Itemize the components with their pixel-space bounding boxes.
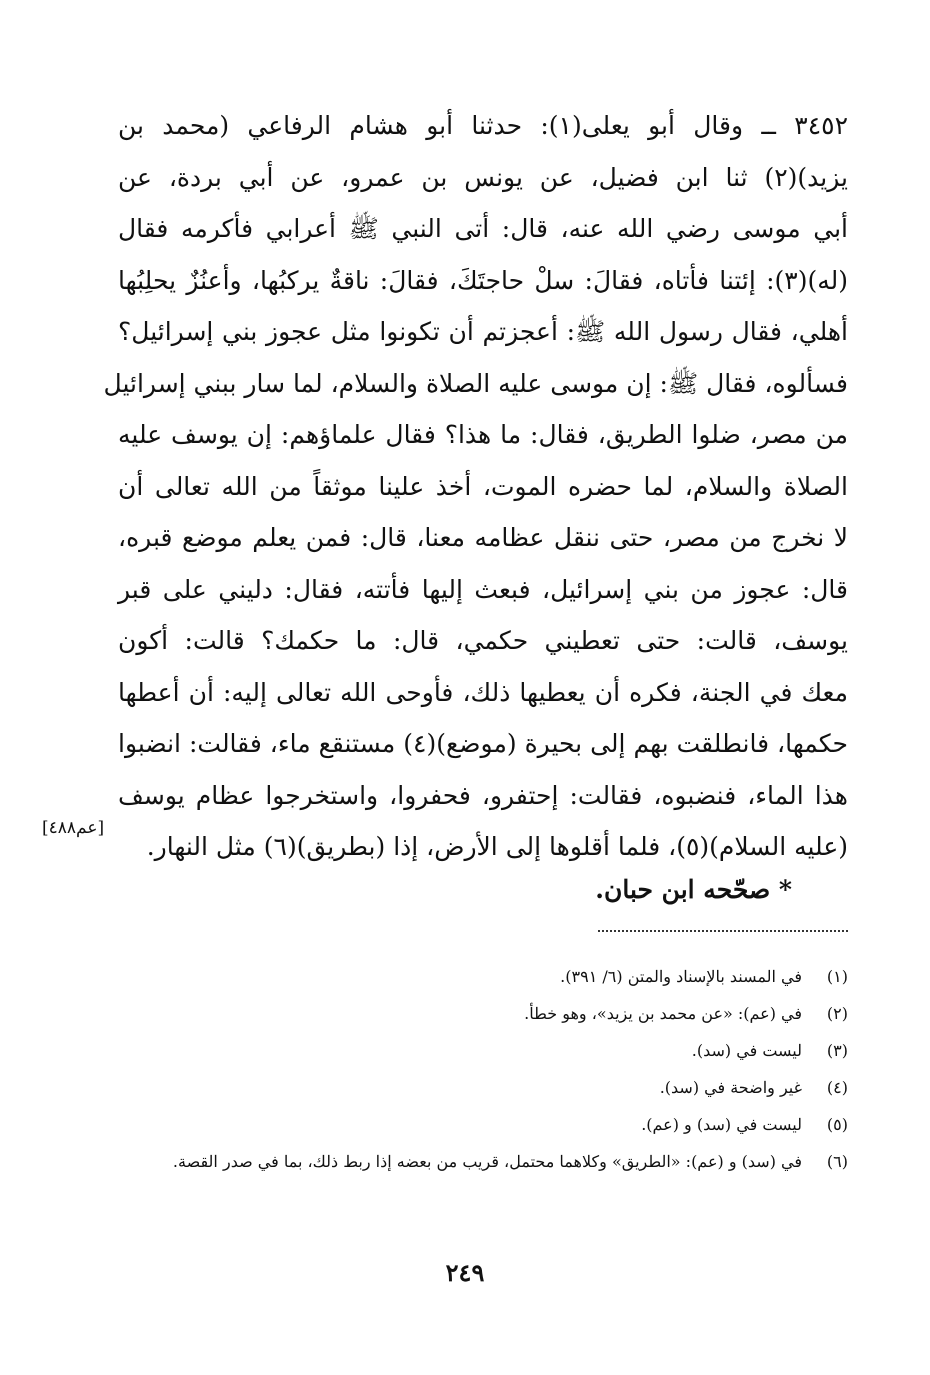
hadith-line: الصلاة والسلام، لما حضره الموت، أخذ علينا موثقاً من الله تعالى أن [118, 471, 848, 501]
footnote-number: (٦) [826, 1152, 848, 1171]
footnote-item [118, 1034, 848, 1071]
footnote-number: (٤) [826, 1078, 848, 1097]
hadith-line: قال: عجوز من بني إسرائيل، فبعث إليها فأتته، فقال: دليني على قبر [118, 574, 848, 604]
hadith-body [103, 100, 848, 873]
authentication-note: * صحّحه ابن حبان. [595, 875, 792, 904]
footnote-text: ليست في (سد) و (عم). [641, 1115, 802, 1134]
footnote-divider [598, 930, 848, 932]
hadith-line: (له)(٣): إئتنا فأتاه، فقالَ: سلْ حاجتَكَ، فقالَ: ناقةٌ يركبُها، وأعنُزٌ يحلِبُها [118, 265, 848, 295]
hadith-line: حكمها، فانطلقت بهم إلى بحيرة (موضع)(٤) مستنقع ماء، فقالت: انضبوا [118, 729, 848, 758]
footnote-item [118, 997, 848, 1034]
hadith-line: أهلي، فقال رسول الله ﷺ: أعجزتم أن تكونوا مثل عجوز بني إسرائيل؟ [118, 317, 848, 346]
footnote-text: في (سد) و (عم): «الطريق» وكلاهما محتمل، قريب من بعضه إذا ربط ذلك، بما في صدر القصة. [172, 1152, 802, 1171]
hadith-line: ٣٤٥٢ ــ وقال أبو يعلى(١): حدثنا أبو هشام الرفاعي (محمد بن [118, 111, 848, 140]
page-number: ٢٤٩ [445, 1258, 485, 1287]
footnote-text: ليست في (سد). [691, 1041, 802, 1060]
margin-reference: [عم٤٨٨] [42, 818, 105, 838]
hadith-line: يوسف، قالت: حتى تعطيني حكمي، قال: ما حكمك؟ قالت: أكون [118, 626, 848, 655]
footnote-number: (٥) [826, 1115, 848, 1134]
footnotes [118, 960, 848, 1182]
footnote-number: (٣) [826, 1041, 848, 1060]
hadith-line: أبي موسى رضي الله عنه، قال: أتى النبي ﷺ أعرابي فأكرمه فقال [118, 214, 848, 243]
footnote-text: في (عم): «عن محمد بن يزيد»، وهو خطأ. [524, 1004, 802, 1023]
footnote-item [118, 960, 848, 997]
hadith-line: يزيد)(٢) ثنا ابن فضيل، عن يونس بن عمرو، عن أبي بردة، عن [118, 162, 848, 192]
footnote-number: (١) [826, 967, 848, 986]
footnote-number: (٢) [826, 1004, 848, 1023]
footnote-text: غير واضحة في (سد). [659, 1078, 802, 1097]
footnote-item [118, 1071, 848, 1108]
hadith-line: معك في الجنة، فكره أن يعطيها ذلك، فأوحى الله تعالى إليه: أن أعطها [118, 677, 848, 707]
footnote-text: في المسند بالإسناد والمتن (٦/ ٣٩١). [560, 967, 802, 986]
footnote-item [118, 1145, 848, 1182]
hadith-line: من مصر، ضلوا الطريق، فقال: ما هذا؟ فقال علماؤهم: إن يوسف عليه [118, 420, 848, 449]
hadith-line: (عليه السلام)(٥)، فلما أقلوها إلى الأرض، إذا (بطريق)(٦) مثل النهار. [146, 832, 848, 861]
hadith-line: لا نخرج من مصر، حتى ننقل عظامه معنا، قال: فمن يعلم موضع قبره، [118, 523, 848, 552]
hadith-line: فسألوه، فقال ﷺ: إن موسى عليه الصلاة والسلام، لما سار ببني إسرائيل [103, 368, 848, 398]
footnote-item [118, 1108, 848, 1145]
hadith-line: هذا الماء، فنضبوه، فقالت: إحتفرو، فحفروا، واستخرجوا عظام يوسف [118, 780, 848, 810]
